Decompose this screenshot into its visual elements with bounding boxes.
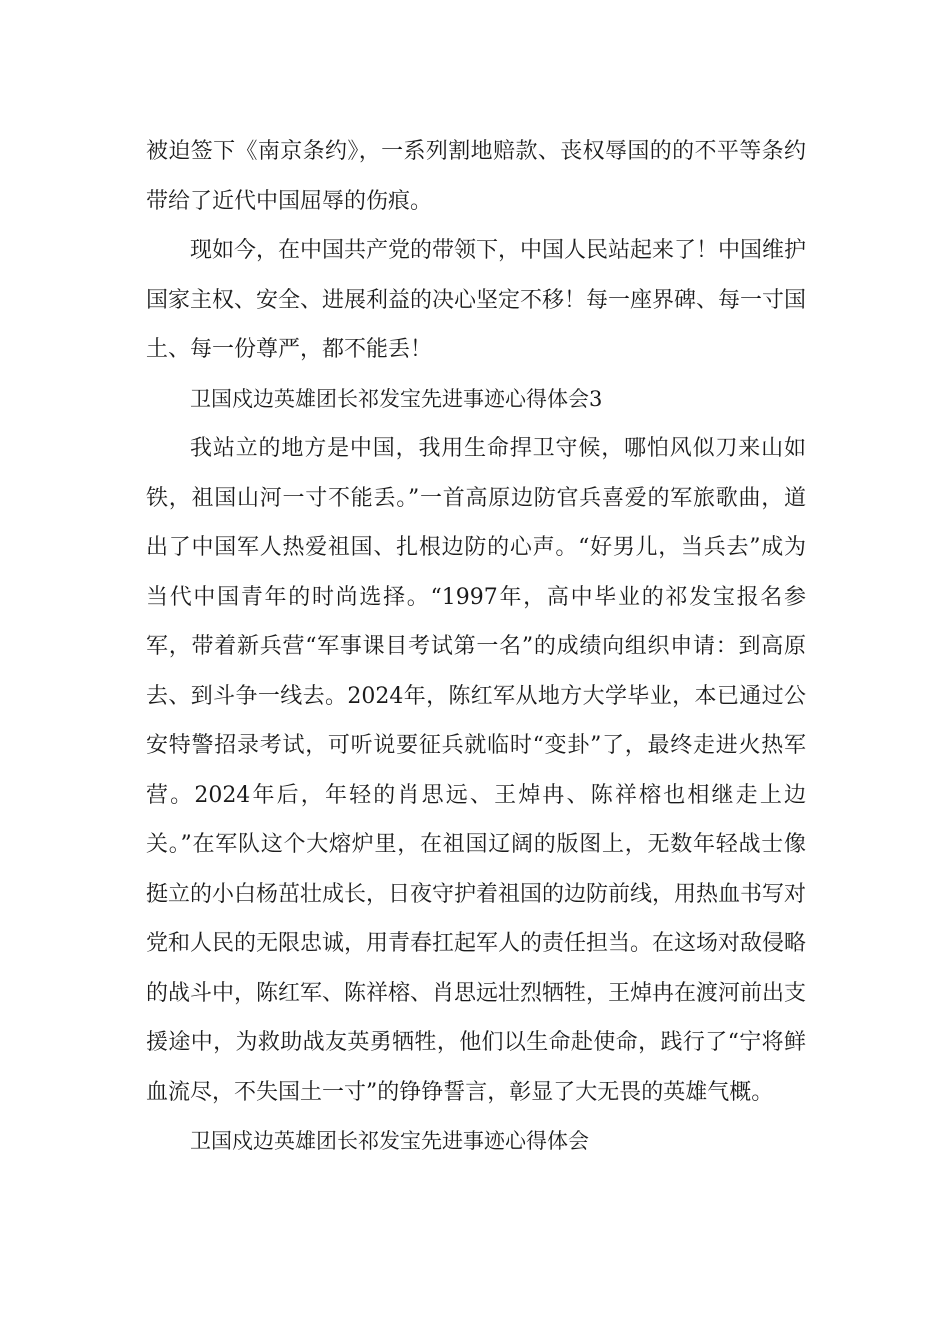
paragraph-body: 我站立的地方是中国，我用生命捍卫守候，哪怕风似刀来山如铁，祖国山河一寸不能丢。”一首高原边防官兵喜爱的军旅歌曲，道出了中国军人热爱祖国、扎根边防的心声。“好男儿，当兵去”成为当代中国青年的时尚选择。“1997年，高中毕业的祁发宝报名参军，带着新兵营“军事课目考试第一名”的成绩向组织申请：到高原去、到斗争一线去。2024年，陈红军从地方大学毕业，本已通过公安特警招录考试，可听说要征兵就临时“变卦”了，最终走进火热军营。2024年后，年轻的肖思远、王焯冉、陈祥榕也相继走上边关。”在军队这个大熔炉里，在祖国辽阔的版图上，无数年轻战士像挺立的小白杨茁壮成长，日夜守护着祖国的边防前线，用热血书写对党和人民的无限忠诚，用青春扛起军人的责任担当。在这场对敌侵略的战斗中，陈红军、陈祥榕、肖思远壮烈牺牲，王焯冉在渡河前出支援途中，为救助战友英勇牺牲，他们以生命赴使命，践行了“宁将鲜血流尽，不失国土一寸”的铮铮誓言，彰显了大无畏的英雄气概。	[146, 436, 807, 1105]
paragraph-body: 现如今，在中国共产党的带领下，中国人民站起来了！中国维护国家主权、安全、进展利益的决心坚定不移！每一座界碑、每一寸国土、每一份尊严，都不能丢！	[146, 238, 807, 362]
paragraph-continuation: 被迫签下《南京条约》，一系列割地赔款、丧权辱国的的不平等条约带给了近代中国屈辱的伤痕。	[146, 139, 806, 214]
document-body	[146, 127, 806, 1167]
section-heading: 卫国戍边英雄团长祁发宝先进事迹心得体会3	[190, 386, 603, 411]
section-heading: 卫国戍边英雄团长祁发宝先进事迹心得体会	[190, 1129, 589, 1153]
